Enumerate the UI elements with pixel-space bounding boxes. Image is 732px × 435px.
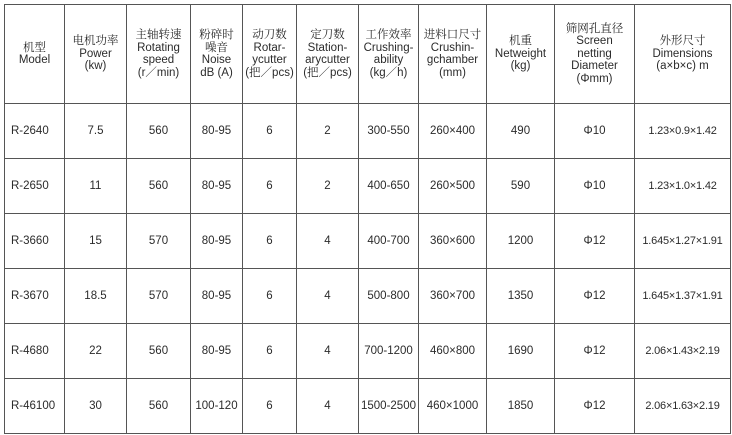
cell-power: 30 xyxy=(65,379,127,434)
cell-dimensions: 1.23×1.0×1.42 xyxy=(635,159,731,214)
cell-noise: 80-95 xyxy=(191,104,243,159)
cell-rotary-cutter: 6 xyxy=(243,214,297,269)
cell-model: R-3660 xyxy=(5,214,65,269)
cell-stationary-cutter: 2 xyxy=(297,159,359,214)
header-line: Rotating xyxy=(137,41,180,54)
cell-net-weight: 1850 xyxy=(487,379,555,434)
header-line: Rotar- xyxy=(253,41,286,54)
cell-crushing-chamber: 460×800 xyxy=(419,324,487,379)
spec-table xyxy=(4,4,731,434)
table-row xyxy=(5,214,731,269)
header-screen-diameter xyxy=(555,5,635,104)
cell-dimensions: 1.645×1.27×1.91 xyxy=(635,214,731,269)
header-line: Model xyxy=(18,54,51,66)
header-line: 进料口尺寸 xyxy=(423,29,482,41)
header-line: (kw) xyxy=(84,60,107,73)
cell-crushing-chamber: 460×1000 xyxy=(419,379,487,434)
header-net-weight xyxy=(487,5,555,104)
header-dimensions xyxy=(635,5,731,104)
cell-dimensions: 2.06×1.63×2.19 xyxy=(635,379,731,434)
table-row xyxy=(5,104,731,159)
cell-model: R-3670 xyxy=(5,269,65,324)
cell-stationary-cutter: 4 xyxy=(297,269,359,324)
cell-model: R-46100 xyxy=(5,379,65,434)
cell-crushing-ability: 500-800 xyxy=(359,269,419,324)
cell-rotary-cutter: 6 xyxy=(243,379,297,434)
cell-rotary-cutter: 6 xyxy=(243,269,297,324)
header-line: (Φmm) xyxy=(576,72,613,85)
header-rotating-speed xyxy=(127,5,191,104)
header-line: 筛网孔直径 xyxy=(565,22,624,35)
table-body xyxy=(5,104,731,434)
cell-stationary-cutter: 4 xyxy=(297,324,359,379)
header-line: ycutter xyxy=(252,54,287,66)
header-line: Power xyxy=(79,47,112,60)
cell-crushing-chamber: 360×700 xyxy=(419,269,487,324)
cell-noise: 100-120 xyxy=(191,379,243,434)
cell-power: 15 xyxy=(65,214,127,269)
header-line: (把／pcs) xyxy=(303,66,352,79)
header-line: (mm) xyxy=(439,66,466,79)
header-line: 主轴转速 xyxy=(135,29,182,41)
cell-rotary-cutter: 6 xyxy=(243,104,297,159)
header-crushing-ability xyxy=(359,5,419,104)
header-stationary-cutter xyxy=(297,5,359,104)
cell-power: 11 xyxy=(65,159,127,214)
cell-screen-diameter: Φ10 xyxy=(555,104,635,159)
cell-screen-diameter: Φ12 xyxy=(555,324,635,379)
header-rotary-cutter xyxy=(243,5,297,104)
cell-rotating-speed: 560 xyxy=(127,104,191,159)
cell-net-weight: 1350 xyxy=(487,269,555,324)
header-line: 机重 xyxy=(509,35,532,48)
cell-net-weight: 1690 xyxy=(487,324,555,379)
cell-stationary-cutter: 2 xyxy=(297,104,359,159)
header-line: Station- xyxy=(307,41,348,54)
cell-crushing-ability: 400-700 xyxy=(359,214,419,269)
header-line: 动刀数 xyxy=(252,29,287,41)
header-line: Screen xyxy=(576,35,613,48)
header-line: netting xyxy=(577,47,612,60)
cell-stationary-cutter: 4 xyxy=(297,214,359,269)
header-line: (r／min) xyxy=(137,66,180,79)
header-line: 外形尺寸 xyxy=(659,35,706,48)
cell-stationary-cutter: 4 xyxy=(297,379,359,434)
cell-noise: 80-95 xyxy=(191,269,243,324)
cell-rotating-speed: 560 xyxy=(127,159,191,214)
header-line: dB (A) xyxy=(200,66,233,79)
header-model xyxy=(5,5,65,104)
cell-rotary-cutter: 6 xyxy=(243,324,297,379)
cell-dimensions: 1.645×1.37×1.91 xyxy=(635,269,731,324)
header-line: 定刀数 xyxy=(310,29,345,41)
header-power xyxy=(65,5,127,104)
cell-model: R-2650 xyxy=(5,159,65,214)
header-line: Dimensions xyxy=(652,47,713,60)
cell-net-weight: 490 xyxy=(487,104,555,159)
header-line: (a×b×c) m xyxy=(656,60,709,73)
header-line: Crushin- xyxy=(430,41,475,54)
header-line: 机型 xyxy=(23,41,46,54)
cell-model: R-4680 xyxy=(5,324,65,379)
cell-dimensions: 1.23×0.9×1.42 xyxy=(635,104,731,159)
table-row xyxy=(5,269,731,324)
header-line: gchamber xyxy=(426,54,479,66)
cell-screen-diameter: Φ10 xyxy=(555,159,635,214)
cell-net-weight: 1200 xyxy=(487,214,555,269)
cell-crushing-ability: 1500-2500 xyxy=(359,379,419,434)
cell-model: R-2640 xyxy=(5,104,65,159)
header-line: 电机功率 xyxy=(72,35,119,48)
cell-crushing-ability: 700-1200 xyxy=(359,324,419,379)
cell-crushing-chamber: 360×600 xyxy=(419,214,487,269)
header-line: Crushing- xyxy=(363,41,414,54)
header-line: Diameter xyxy=(571,60,618,73)
header-noise xyxy=(191,5,243,104)
header-row xyxy=(5,5,731,104)
header-line: Noise xyxy=(201,54,232,66)
cell-power: 22 xyxy=(65,324,127,379)
cell-rotating-speed: 560 xyxy=(127,379,191,434)
header-line: 噪音 xyxy=(205,41,228,54)
header-crushing-chamber xyxy=(419,5,487,104)
table-row xyxy=(5,379,731,434)
cell-rotating-speed: 560 xyxy=(127,324,191,379)
cell-power: 7.5 xyxy=(65,104,127,159)
cell-screen-diameter: Φ12 xyxy=(555,269,635,324)
table-row xyxy=(5,324,731,379)
cell-power: 18.5 xyxy=(65,269,127,324)
cell-crushing-ability: 300-550 xyxy=(359,104,419,159)
cell-dimensions: 2.06×1.43×2.19 xyxy=(635,324,731,379)
cell-noise: 80-95 xyxy=(191,159,243,214)
cell-crushing-ability: 400-650 xyxy=(359,159,419,214)
cell-rotating-speed: 570 xyxy=(127,269,191,324)
cell-noise: 80-95 xyxy=(191,324,243,379)
cell-crushing-chamber: 260×400 xyxy=(419,104,487,159)
header-line: (kg／h) xyxy=(369,66,408,79)
table-row xyxy=(5,159,731,214)
cell-crushing-chamber: 260×500 xyxy=(419,159,487,214)
cell-screen-diameter: Φ12 xyxy=(555,214,635,269)
header-line: arycutter xyxy=(305,54,350,66)
cell-screen-diameter: Φ12 xyxy=(555,379,635,434)
header-line: 工作效率 xyxy=(365,29,412,41)
cell-rotating-speed: 570 xyxy=(127,214,191,269)
table-header xyxy=(5,5,731,104)
header-line: (把／pcs) xyxy=(245,66,294,79)
cell-net-weight: 590 xyxy=(487,159,555,214)
header-line: 粉碎时 xyxy=(199,29,234,41)
cell-rotary-cutter: 6 xyxy=(243,159,297,214)
header-line: (kg) xyxy=(510,60,531,73)
cell-noise: 80-95 xyxy=(191,214,243,269)
header-line: speed xyxy=(142,54,175,66)
header-line: Netweight xyxy=(494,47,547,60)
header-line: ability xyxy=(373,54,404,66)
